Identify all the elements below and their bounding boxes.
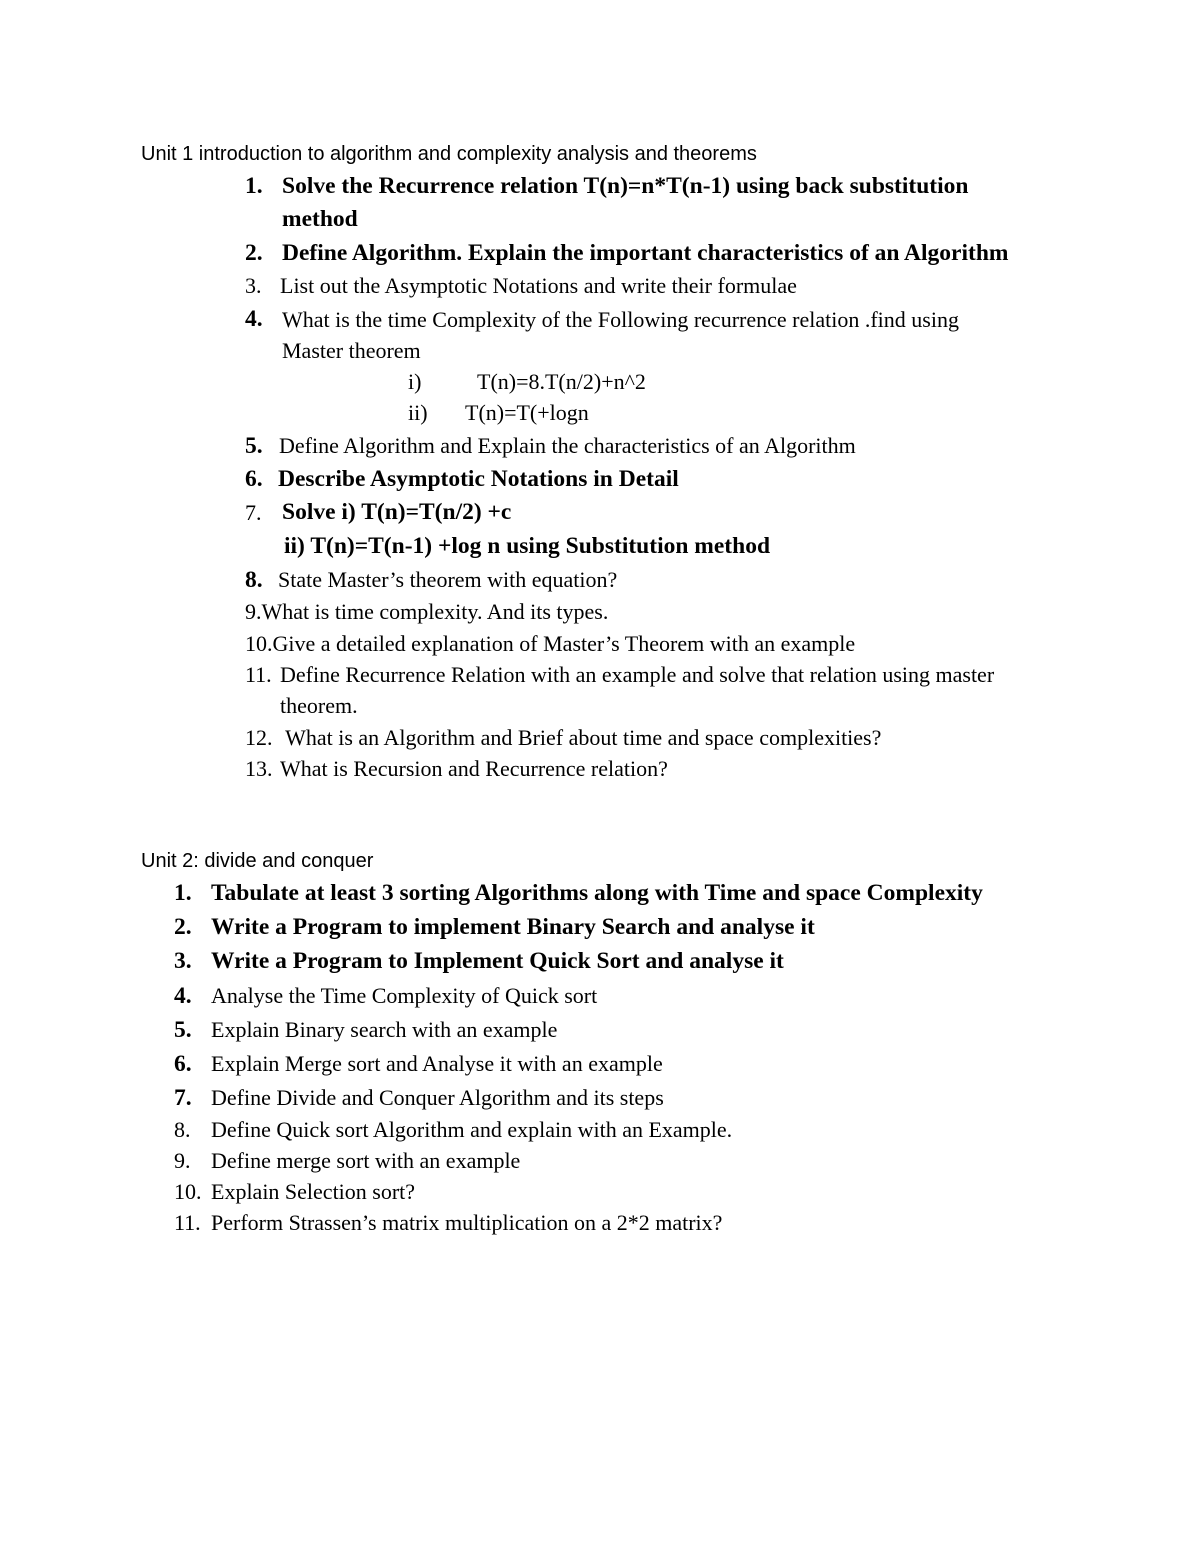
q5-text: Define Algorithm and Explain the characteristics of an Algorithm	[279, 433, 856, 458]
u2-q4-text: Analyse the Time Complexity of Quick sort	[211, 983, 598, 1008]
q12-text: What is an Algorithm and Brief about time and space complexities?	[280, 725, 882, 750]
u2-q3-text: Write a Program to Implement Quick Sort and analyse it	[211, 948, 784, 974]
u2-q8-text: Define Quick sort Algorithm and explain with an Example.	[211, 1117, 733, 1142]
u2-q7-text: Define Divide and Conquer Algorithm and its steps	[211, 1085, 664, 1110]
u2-q5-text: Explain Binary search with an example	[211, 1017, 558, 1042]
u2-q11-number: 11.	[174, 1210, 201, 1235]
q8-text: State Master’s theorem with equation?	[278, 567, 618, 592]
q4-text-line2: Master theorem	[282, 338, 421, 363]
q4-sub1-text: T(n)=8.T(n/2)+n^2	[477, 369, 646, 394]
unit1-heading: Unit 1 introduction to algorithm and complexity analysis and theorems	[141, 143, 757, 165]
q1-number: 1.	[245, 173, 263, 199]
q10-text: 10.Give a detailed explanation of Master’s Theorem with an example	[245, 631, 856, 656]
q4-text-line1: What is the time Complexity of the Following recurrence relation .find using	[282, 307, 959, 332]
u2-q7-number: 7.	[174, 1085, 192, 1111]
q1-text-line1: Solve the Recurrence relation T(n)=n*T(n-1) using back substitution	[282, 173, 969, 199]
q3-number: 3.	[245, 273, 262, 298]
u2-q1-number: 1.	[174, 880, 192, 906]
q4-sub2-text: T(n)=T(+logn	[465, 400, 589, 425]
u2-q2-text: Write a Program to implement Binary Search and analyse it	[211, 914, 815, 940]
u2-q5-number: 5.	[174, 1017, 192, 1043]
q5-number: 5.	[245, 433, 263, 459]
unit2-heading: Unit 2: divide and conquer	[141, 850, 374, 872]
q4-sub1-number: i)	[408, 369, 422, 394]
q8-number: 8.	[245, 567, 263, 593]
q9-text: 9.What is time complexity. And its types.	[245, 599, 609, 624]
q6-text: Describe Asymptotic Notations in Detail	[278, 466, 679, 492]
q7-text-line2: ii) T(n)=T(n-1) +log n using Substitution method	[284, 533, 771, 559]
q2-text: Define Algorithm. Explain the important characteristics of an Algorithm	[282, 240, 1009, 266]
q4-sub2-number: ii)	[408, 400, 428, 425]
q11-number: 11.	[245, 662, 272, 687]
u2-q10-text: Explain Selection sort?	[211, 1179, 416, 1204]
q13-text: What is Recursion and Recurrence relation?	[280, 756, 668, 781]
u2-q1-text: Tabulate at least 3 sorting Algorithms along with Time and space Complexity	[211, 880, 983, 906]
q2-number: 2.	[245, 240, 263, 266]
u2-q9-text: Define merge sort with an example	[211, 1148, 521, 1173]
q13-number: 13.	[245, 756, 273, 781]
u2-q4-number: 4.	[174, 983, 192, 1009]
u2-q6-number: 6.	[174, 1051, 192, 1077]
u2-q10-number: 10.	[174, 1179, 202, 1204]
u2-q2-number: 2.	[174, 914, 192, 940]
q7-text-line1: Solve i) T(n)=T(n/2) +c	[282, 499, 512, 525]
q7-number: 7.	[245, 500, 262, 525]
q6-number: 6.	[245, 466, 263, 492]
q4-number: 4.	[245, 306, 263, 332]
u2-q8-number: 8.	[174, 1117, 191, 1142]
u2-q11-text: Perform Strassen’s matrix multiplication on a 2*2 matrix?	[211, 1210, 723, 1235]
q11-text-line1: Define Recurrence Relation with an example and solve that relation using master	[280, 662, 995, 687]
u2-q3-number: 3.	[174, 948, 192, 974]
q3-text: List out the Asymptotic Notations and write their formulae	[280, 273, 797, 298]
q12-number: 12.	[245, 725, 273, 750]
q11-text-line2: theorem.	[280, 693, 358, 718]
u2-q9-number: 9.	[174, 1148, 191, 1173]
u2-q6-text: Explain Merge sort and Analyse it with an example	[211, 1051, 663, 1076]
q1-text-line2: method	[282, 206, 358, 232]
